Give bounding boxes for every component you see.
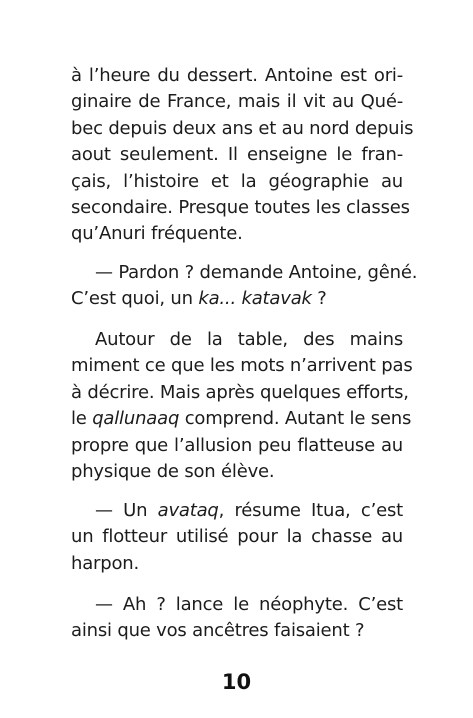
text-line: secondaire. Presque toutes les classes [71,196,410,218]
text-run: — Un [95,500,158,521]
text-line: propre que l’allusion peu flatteuse au [71,434,403,456]
paragraph-4 [71,498,403,577]
text-line: harpon. [71,552,140,574]
paragraph-1 [71,63,414,248]
dialogue-line [71,286,403,312]
text-run: , résume Itua, c’est [218,500,404,521]
dialogue-line: — Ah ? lance le néophyte. C’est [95,594,403,615]
text-line: Autour de la table, des mains [95,329,403,350]
italic-word: qallunaaq [92,408,180,430]
text-line: bec depuis deux ans et au nord depuis [71,117,414,139]
italic-word: ka... katavak [198,288,312,310]
italic-word: avataq [157,500,219,521]
text-line: miment ce que les mots n’arrivent pas [71,355,413,377]
text-run: ? [311,288,327,310]
text-line: ginaire de France, mais il vit au Qué- [71,91,403,113]
text-run: le [71,408,93,430]
paragraph-2 [71,260,418,313]
text-line: un flotteur utilisé pour la chasse au [71,526,403,548]
dialogue-line [71,498,403,524]
text-line: aout seulement. Il enseigne le fran- [71,144,403,166]
text-line [71,406,412,432]
text-line: qu’Anuri fréquente. [71,223,243,245]
dialogue-line: — Pardon ? demande Antoine, gêné. [95,262,418,283]
text-line: à décrire. Mais après quelques efforts, [71,381,409,403]
text-run: C’est quoi, un [71,288,199,310]
paragraph-5 [71,592,403,645]
text-line: physique de son élève. [71,460,275,482]
paragraph-3 [71,327,413,485]
text-line: çais, l’histoire et la géographie au [71,170,403,192]
page-number: 10 [221,670,252,694]
dialogue-line: ainsi que vos ancêtres faisaient ? [71,620,365,642]
text-line: à l’heure du dessert. Antoine est ori- [71,65,403,86]
text-run: comprend. Autant le sens [179,408,412,430]
